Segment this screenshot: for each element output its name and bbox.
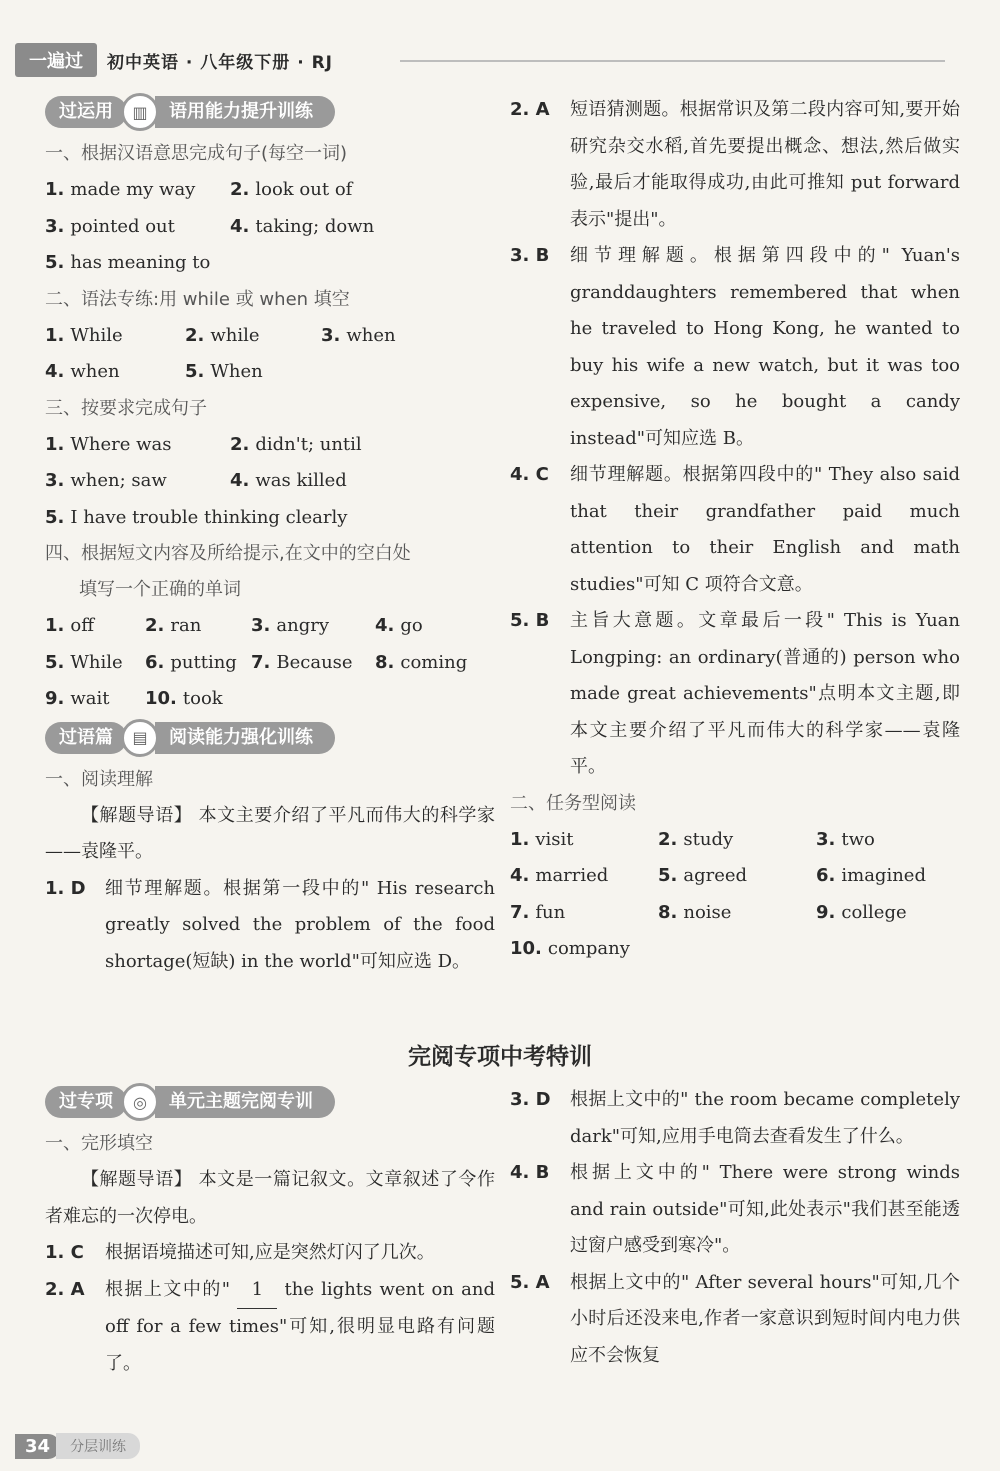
answer-text: coming [400, 651, 468, 673]
solution-guide: 【解题导语】 本文是一篇记叙文。文章叙述了令作者难忘的一次停电。 [45, 1169, 495, 1227]
explanation-text [105, 1272, 495, 1383]
answer-text: When [210, 361, 263, 382]
banner-usage-title: 语用能力提升训练 [155, 96, 335, 128]
answer-list [45, 172, 495, 282]
answer-number: 8. [658, 901, 678, 923]
explanation-text-pre: 根据上文中的" [105, 1278, 238, 1300]
explanation-text: 主旨大意题。文章最后一段" This is Yuan Longping: an ordinary(普通的) person who made great achievements"点明本文主题,即本文主要介绍了平凡而伟大的科学家——袁隆平。 [570, 610, 960, 777]
answer-label: 5. B [510, 610, 550, 631]
answer-number: 9. [816, 901, 836, 923]
page-header [15, 44, 400, 76]
right-column-top [510, 92, 960, 968]
explanation-item [510, 1155, 960, 1265]
section-title-continued: 填写一个正确的单词 [79, 579, 241, 600]
answer-number: 3. [251, 615, 271, 636]
answer-number: 5. [45, 651, 65, 673]
answer-number: 1. [45, 179, 65, 200]
answer-number: 2. [230, 179, 250, 200]
answer-text: was killed [255, 470, 347, 491]
explanation-item [510, 238, 960, 457]
answer-number: 9. [45, 688, 65, 709]
answer-text: taking; down [255, 215, 375, 237]
banner-usage-tag: 过运用 [45, 96, 127, 128]
answer-row [45, 645, 495, 682]
answer-text: college [841, 901, 907, 923]
answer-number: 4. [510, 865, 530, 886]
banner-reading [45, 720, 495, 756]
answer-label: 2. A [45, 1278, 85, 1300]
answer-text: While [70, 651, 123, 673]
section-title: 一、根据汉语意思完成句子(每空一词) [45, 143, 348, 164]
answer-label: 3. D [510, 1089, 551, 1110]
explanation-item [45, 871, 495, 981]
answer-text: while [210, 324, 260, 346]
answer-number: 7. [510, 901, 530, 923]
answer-text: angry [276, 615, 329, 636]
answer-text: go [400, 615, 423, 636]
explanation-text: 细节理解题。根据第四段中的" Yuan's granddaughters remembered that when he traveled to Hong Kong, he wanted to buy his wife a new watch, but it was too expensive, so he bought a candy instead"可知应选 B。 [570, 245, 960, 449]
answer-number: 5. [658, 865, 678, 886]
section-title: 二、任务型阅读 [510, 792, 636, 814]
banner-reading-tag: 过语篇 [45, 722, 127, 754]
answer-label: 1. C [45, 1242, 84, 1263]
answer-row [45, 318, 495, 355]
banner-reading-title: 阅读能力强化训练 [155, 722, 335, 754]
answer-text: noise [683, 901, 732, 923]
explanation-item [45, 1235, 495, 1272]
answer-text: made my way [70, 179, 196, 200]
explanation-item [45, 1272, 495, 1383]
right-column-bottom [510, 1082, 960, 1374]
explanation-text: 根据上文中的" There were strong winds and rain outside"可知,此处表示"我们甚至能透过窗户感受到寒冷"。 [570, 1162, 960, 1256]
section-title: 一、完形填空 [45, 1133, 153, 1154]
banner-usage [45, 94, 495, 130]
answer-label: 3. B [510, 245, 550, 266]
answer-text: pointed out [70, 215, 175, 237]
answer-text: ran [170, 615, 202, 636]
explanation-item [510, 457, 960, 603]
answer-text: married [535, 865, 609, 886]
explanation-item [510, 1082, 960, 1155]
answer-number: 3. [321, 324, 341, 346]
answer-text: off [70, 615, 94, 636]
answer-number: 10. [145, 688, 177, 709]
answer-number: 8. [375, 651, 395, 673]
banner-cloze [45, 1084, 495, 1120]
answer-number: 1. [45, 324, 65, 346]
answer-row [510, 931, 960, 968]
answer-row [45, 172, 495, 209]
answer-text: imagined [841, 865, 926, 886]
answer-number: 6. [145, 651, 165, 673]
answer-list [45, 608, 495, 718]
answer-number: 1. [45, 615, 65, 636]
answer-row [510, 858, 960, 895]
explanation-text: 根据语境描述可知,应是突然灯闪了几次。 [105, 1242, 435, 1263]
explanation-item [510, 603, 960, 786]
answer-number: 2. [145, 615, 165, 636]
header-divider [400, 60, 945, 62]
answer-label: 1. D [45, 877, 86, 899]
answer-text: has meaning to [70, 252, 211, 273]
answer-text: fun [535, 901, 566, 923]
blank-number: 1 [237, 1272, 277, 1310]
answer-text: two [841, 828, 875, 850]
answer-number: 3. [816, 828, 836, 850]
answer-list [45, 427, 495, 537]
explanation-text: 细节理解题。根据第四段中的" They also said that their grandfather paid much attention to their English and math studies"可知 C 项符合文意。 [570, 464, 960, 595]
building-icon: ▥ [121, 93, 159, 131]
answer-text: Where was [70, 433, 172, 455]
answer-number: 4. [230, 470, 250, 491]
answer-row [45, 681, 495, 718]
answer-row [45, 209, 495, 246]
answer-text: when; saw [70, 470, 167, 491]
answer-number: 5. [45, 252, 65, 273]
answer-label: 4. C [510, 464, 549, 485]
left-column-top [45, 92, 495, 980]
answer-text: agreed [683, 865, 748, 886]
solution-guide: 【解题导语】 本文主要介绍了平凡而伟大的科学家——袁隆平。 [45, 804, 495, 862]
answer-number: 4. [230, 215, 250, 237]
answer-row [510, 895, 960, 932]
explanation-text: 根据上文中的" the room became completely dark"可知,应用手电筒去查看发生了什么。 [570, 1089, 960, 1147]
answer-list [510, 822, 960, 968]
section-heading: 完阅专项中考特训 [408, 1044, 592, 1070]
left-column-bottom [45, 1082, 495, 1382]
explanation-text: 细节理解题。根据第一段中的" His research greatly solved the problem of the food shortage(短缺) in the world"可知应选 D。 [105, 877, 495, 972]
answer-label: 5. A [510, 1271, 550, 1293]
section-title: 一、阅读理解 [45, 768, 153, 790]
answer-text: when [346, 324, 396, 346]
footer-label: 分层训练 [56, 1433, 140, 1459]
answer-number: 7. [251, 651, 271, 673]
section-title: 四、根据短文内容及所给提示,在文中的空白处 [45, 543, 411, 564]
target-icon: ◎ [121, 1083, 159, 1121]
answer-text: While [70, 324, 123, 346]
answer-number: 2. [658, 828, 678, 850]
banner-cloze-tag: 过专项 [45, 1086, 127, 1118]
answer-text: I have trouble thinking clearly [70, 506, 348, 528]
answer-number: 4. [375, 615, 395, 636]
section-title: 三、按要求完成句子 [45, 397, 207, 419]
answer-row [510, 822, 960, 859]
answer-number: 3. [45, 215, 65, 237]
answer-row [45, 354, 495, 391]
banner-cloze-title: 单元主题完阅专训 [155, 1086, 335, 1118]
answer-label: 2. A [510, 99, 550, 120]
answer-number: 5. [45, 506, 65, 528]
explanation-item [510, 92, 960, 238]
answer-text: didn't; until [255, 433, 362, 455]
answer-number: 6. [816, 865, 836, 886]
answer-number: 4. [45, 361, 65, 382]
explanation-text: 短语猜测题。根据常识及第二段内容可知,要开始研究杂交水稻,首先要提出概念、想法,然后做实验,最后才能取得成功,由此可推知 put forward 表示"提出"。 [570, 99, 960, 230]
brand-logo: 一遍过 [15, 43, 97, 77]
answer-row [45, 500, 495, 537]
answer-text: when [70, 361, 120, 382]
explanation-text-post: the lights went on and off for a few times"可知,很明显电路有问题了。 [105, 1278, 495, 1374]
book-icon: ▤ [121, 719, 159, 757]
answer-list [45, 318, 495, 391]
answer-row [45, 463, 495, 500]
answer-text: visit [535, 828, 574, 850]
answer-number: 1. [510, 828, 530, 850]
answer-text: company [547, 938, 630, 959]
answer-number: 2. [185, 324, 205, 346]
answer-number: 3. [45, 470, 65, 491]
answer-text: study [683, 828, 734, 850]
book-title: 初中英语 · 八年级下册 · RJ [107, 52, 334, 73]
page-footer [15, 1433, 140, 1459]
answer-text: took [182, 688, 223, 709]
page-number: 34 [15, 1434, 60, 1459]
answer-text: Because [276, 651, 353, 673]
answer-number: 10. [510, 938, 542, 959]
answer-label: 4. B [510, 1162, 550, 1183]
answer-row [45, 245, 495, 282]
answer-text: look out of [255, 179, 353, 200]
explanation-text: 根据上文中的" After several hours"可知,几个小时后还没来电,作者一家意识到短时间内电力供应不会恢复 [570, 1271, 960, 1366]
answer-row [45, 427, 495, 464]
answer-number: 1. [45, 433, 65, 455]
answer-number: 2. [230, 433, 250, 455]
answer-text: putting [170, 651, 237, 673]
explanation-item [510, 1265, 960, 1375]
answer-number: 5. [185, 361, 205, 382]
answer-row [45, 608, 495, 645]
section-title: 二、语法专练:用 while 或 when 填空 [45, 288, 350, 310]
answer-text: wait [70, 688, 110, 709]
